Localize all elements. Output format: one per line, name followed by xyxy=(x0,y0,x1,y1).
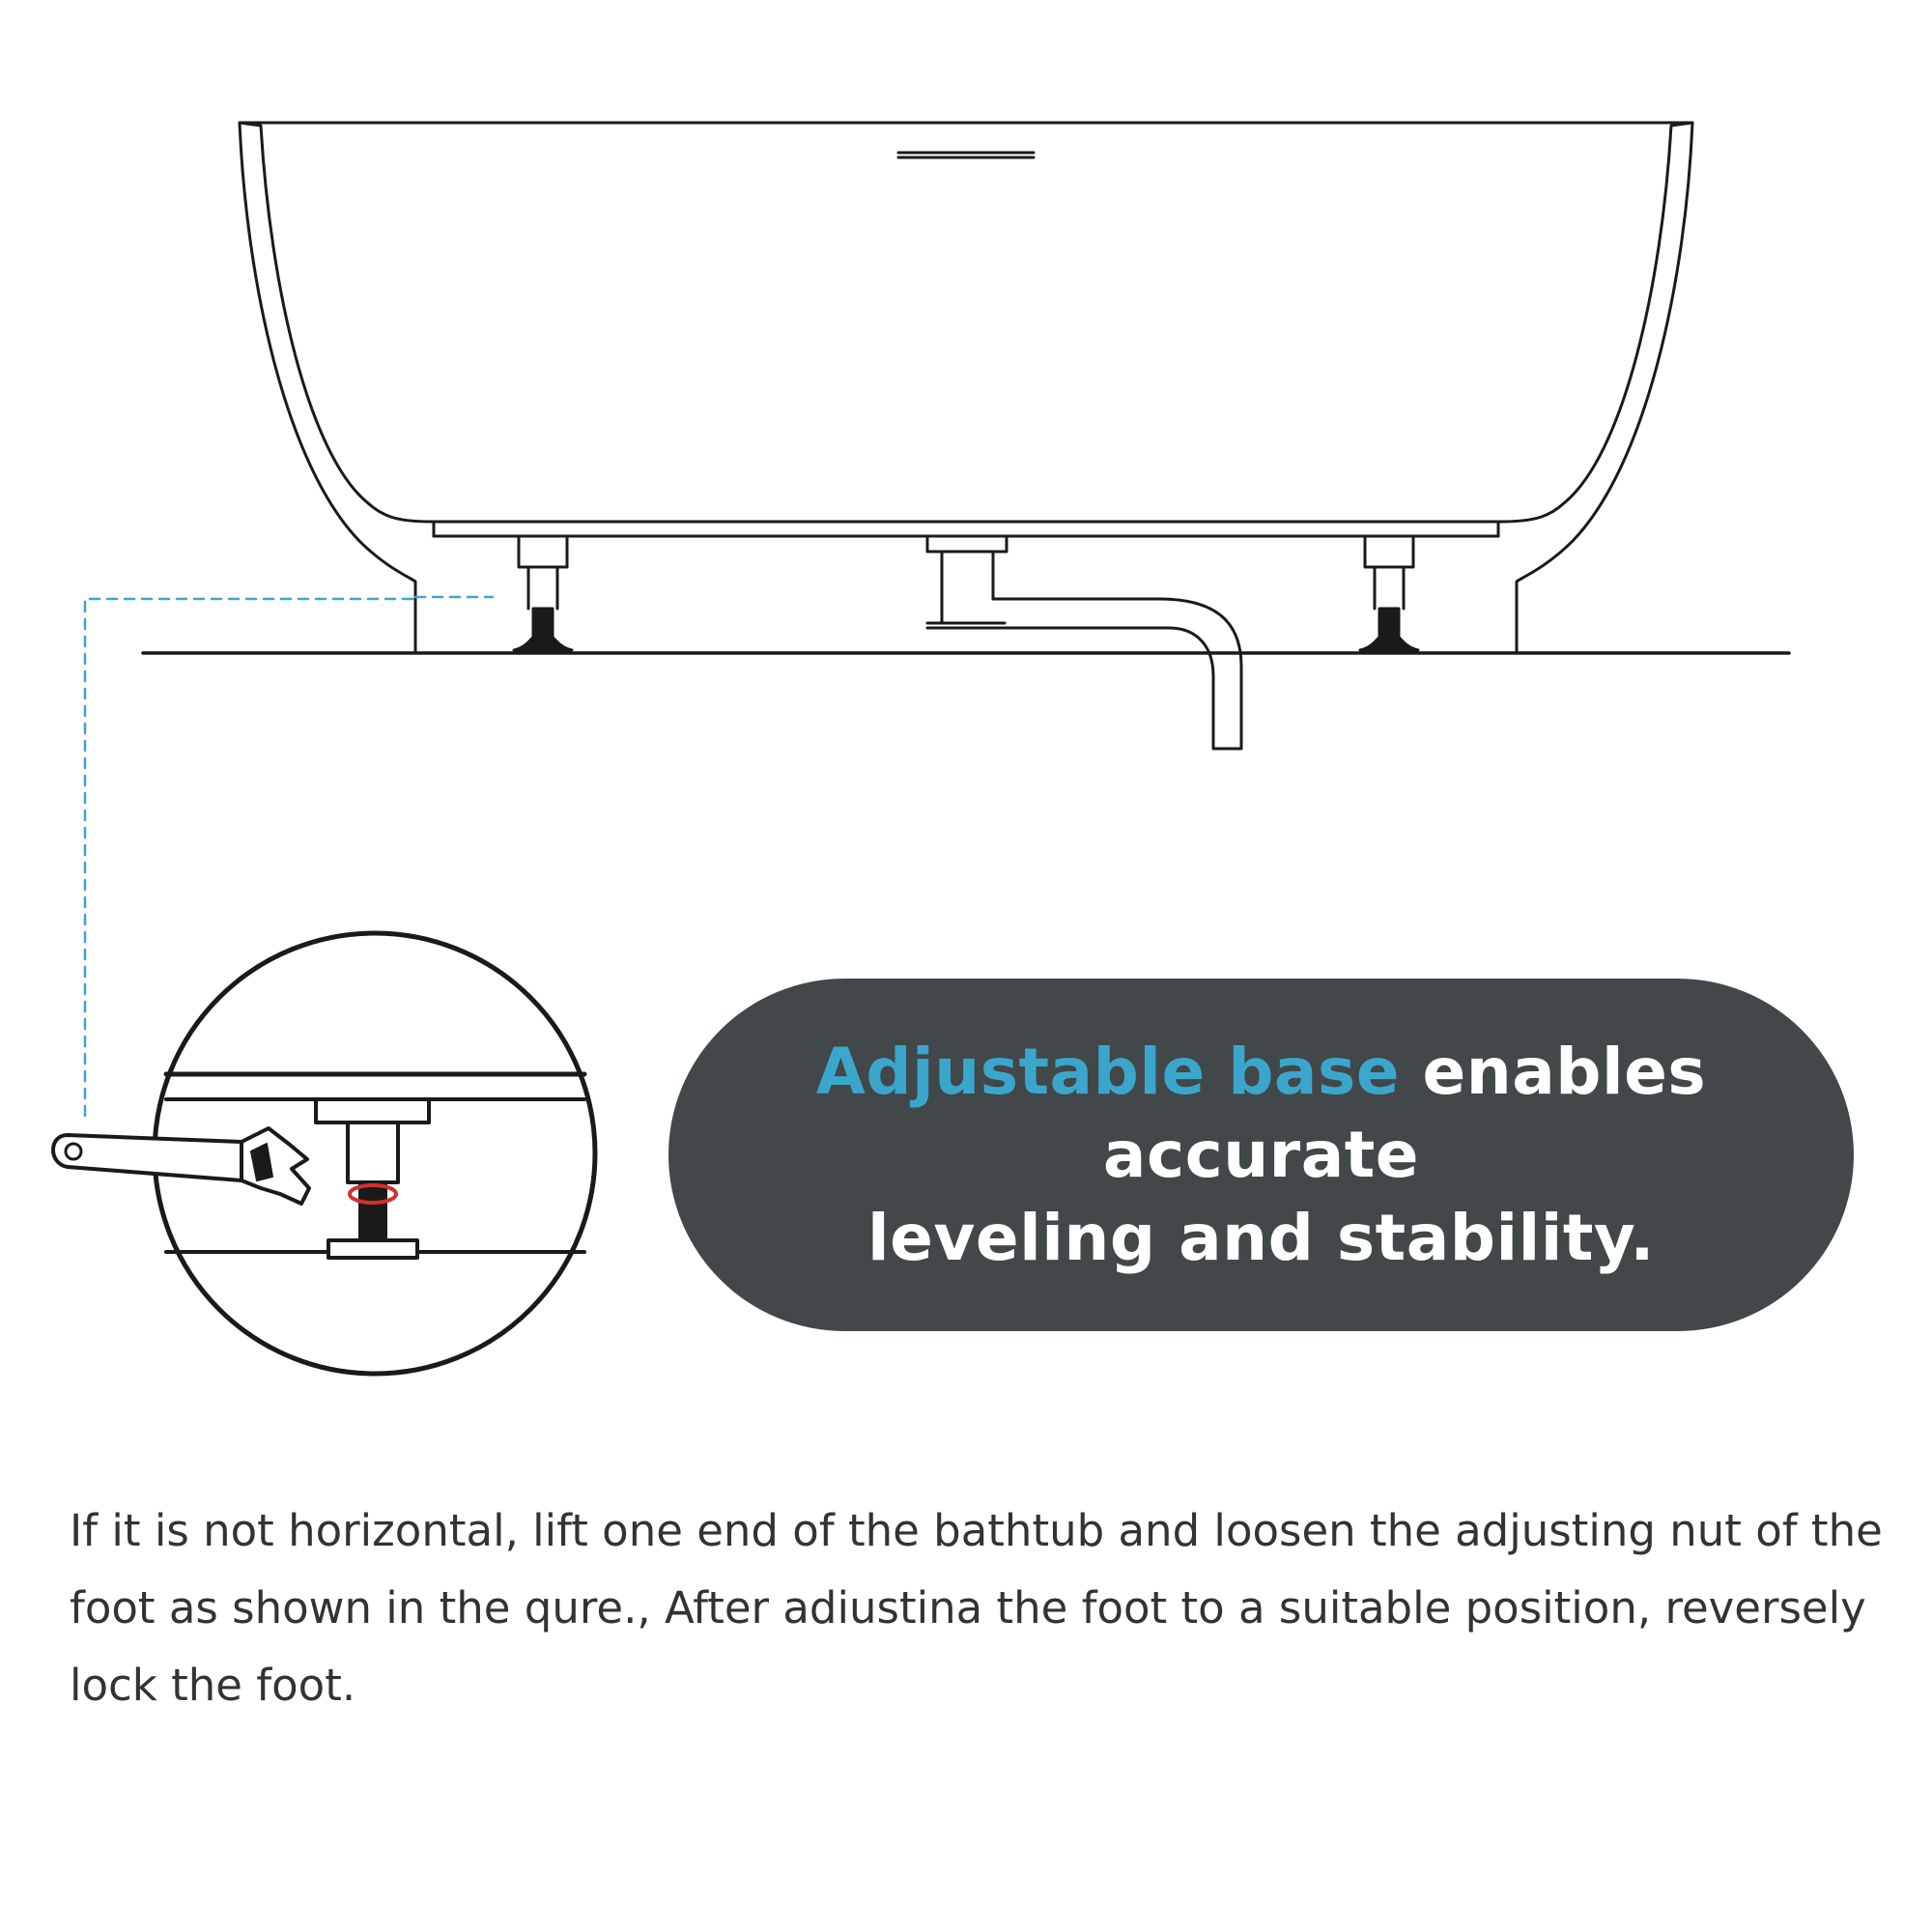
leader-line xyxy=(85,599,415,1116)
callout-line2: leveling and stability. xyxy=(867,1200,1655,1275)
callout-text xyxy=(668,1031,1854,1280)
instruction-caption: If it is not horizontal, lift one end of the bathtub and loosen the adjusting nut of the foot as shown in the qure., After adiustina the foot to a suitable position, reversely lock the foot. xyxy=(70,1505,1883,1711)
callout-rest-line1: enables accurate xyxy=(1102,1034,1707,1192)
bathtub-outline xyxy=(240,123,1692,653)
wrench-icon xyxy=(53,1128,309,1204)
right-adjustable-foot xyxy=(1360,536,1418,650)
callout-pill xyxy=(668,979,1854,1331)
left-adjustable-foot xyxy=(514,536,572,650)
drain-pipe xyxy=(927,536,1241,749)
callout-highlight: Adjustable base xyxy=(815,1034,1401,1109)
